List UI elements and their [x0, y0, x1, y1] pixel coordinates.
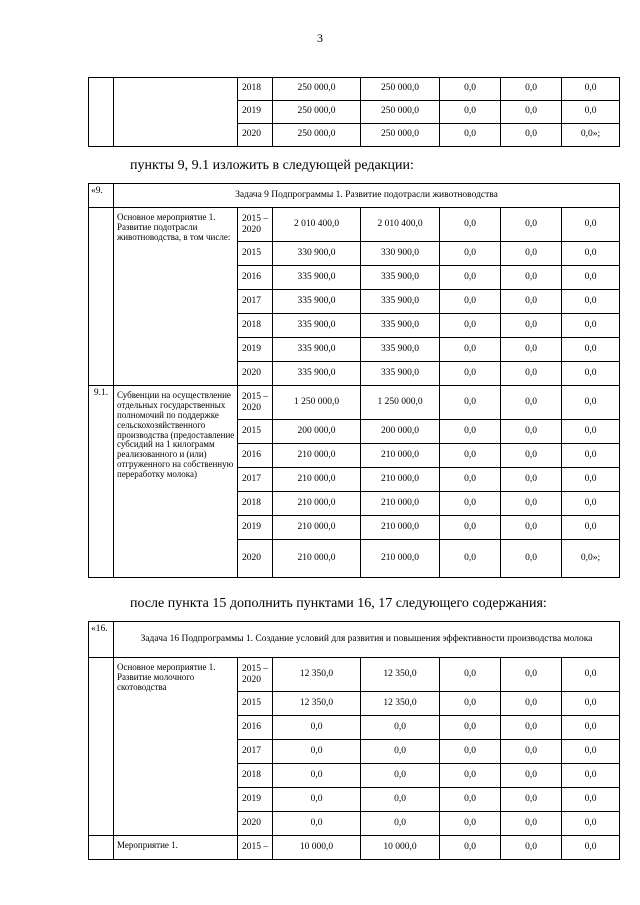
- total-cell: 0,0: [273, 764, 361, 788]
- total-cell: 200 000,0: [273, 420, 361, 444]
- value-cell: 200 000,0: [361, 420, 440, 444]
- total-cell: 335 900,0: [273, 290, 361, 314]
- value-cell: 0,0: [562, 492, 620, 516]
- task-heading: Задача 9 Подпрограммы 1. Развитие подотрасли животноводства: [114, 184, 620, 208]
- table-row: [89, 208, 620, 242]
- year-cell: 2018: [238, 78, 273, 101]
- value-cell: 335 900,0: [361, 290, 440, 314]
- value-cell: 0,0: [501, 492, 562, 516]
- value-cell: 0,0»;: [562, 124, 620, 147]
- table-continuation: [88, 77, 620, 147]
- value-cell: 0,0: [440, 420, 501, 444]
- year-cell: 2016: [238, 266, 273, 290]
- value-cell: 0,0: [501, 314, 562, 338]
- table-task-9: [88, 183, 620, 578]
- year-cell: 2020: [238, 362, 273, 386]
- value-cell: 0,0: [440, 692, 501, 716]
- value-cell: 0,0: [562, 338, 620, 362]
- value-cell: 0,0: [440, 468, 501, 492]
- table-task-16-body: [89, 622, 620, 860]
- value-cell: 335 900,0: [361, 338, 440, 362]
- number-cell: [89, 658, 114, 836]
- year-cell: 2016: [238, 444, 273, 468]
- year-cell: 2017: [238, 290, 273, 314]
- year-cell: 2020: [238, 812, 273, 836]
- value-cell: 0,0: [440, 764, 501, 788]
- value-cell: 0,0: [562, 420, 620, 444]
- value-cell: 0,0: [440, 386, 501, 420]
- total-cell: 0,0: [273, 716, 361, 740]
- value-cell: 335 900,0: [361, 266, 440, 290]
- total-cell: 335 900,0: [273, 266, 361, 290]
- value-cell: 335 900,0: [361, 362, 440, 386]
- total-cell: 250 000,0: [273, 78, 361, 101]
- total-cell: 12 350,0: [273, 692, 361, 716]
- value-cell: 0,0: [361, 788, 440, 812]
- total-cell: 250 000,0: [273, 101, 361, 124]
- value-cell: 0,0: [501, 658, 562, 692]
- table-task-9-body: [89, 184, 620, 578]
- table-heading-row: [89, 622, 620, 658]
- value-cell: 0,0: [562, 836, 620, 860]
- year-cell: 2017: [238, 740, 273, 764]
- value-cell: 0,0: [562, 314, 620, 338]
- value-cell: 0,0: [562, 716, 620, 740]
- value-cell: 0,0: [440, 812, 501, 836]
- value-cell: 0,0: [562, 290, 620, 314]
- total-cell: 2 010 400,0: [273, 208, 361, 242]
- table-heading-row: [89, 184, 620, 208]
- year-cell: 2017: [238, 468, 273, 492]
- total-cell: 1 250 000,0: [273, 386, 361, 420]
- value-cell: 0,0: [440, 492, 501, 516]
- value-cell: 0,0: [361, 764, 440, 788]
- value-cell: 0,0: [440, 314, 501, 338]
- value-cell: 0,0: [440, 516, 501, 540]
- value-cell: 0,0: [501, 266, 562, 290]
- year-cell: 2015: [238, 242, 273, 266]
- description-cell: Субвенции на осуществление отдельных государственных полномочий по поддержке сельскохозяйственного производства (предоставление субсидий на 1 килограмм реализованного и (или) отгруженного на собственную переработку молока): [114, 386, 238, 578]
- value-cell: 250 000,0: [361, 78, 440, 101]
- year-cell: 2015 – 2020: [238, 208, 273, 242]
- number-cell: [89, 78, 114, 147]
- value-cell: 0,0: [440, 836, 501, 860]
- year-cell: 2019: [238, 788, 273, 812]
- value-cell: 0,0: [440, 716, 501, 740]
- value-cell: 1 250 000,0: [361, 386, 440, 420]
- value-cell: 0,0: [562, 764, 620, 788]
- table-task-16: [88, 621, 620, 860]
- value-cell: 10 000,0: [361, 836, 440, 860]
- value-cell: 0,0: [501, 242, 562, 266]
- year-cell: 2016: [238, 716, 273, 740]
- value-cell: 0,0: [501, 468, 562, 492]
- value-cell: 0,0: [501, 812, 562, 836]
- total-cell: 330 900,0: [273, 242, 361, 266]
- value-cell: 0,0: [562, 242, 620, 266]
- year-cell: 2015: [238, 692, 273, 716]
- value-cell: 0,0: [562, 444, 620, 468]
- total-cell: 0,0: [273, 788, 361, 812]
- value-cell: 0,0: [440, 338, 501, 362]
- value-cell: 250 000,0: [361, 124, 440, 147]
- value-cell: 0,0: [501, 692, 562, 716]
- task-heading: Задача 16 Подпрограммы 1. Создание условий для развития и повышения эффективности производства молока: [114, 622, 620, 658]
- value-cell: 0,0: [501, 516, 562, 540]
- value-cell: 0,0: [501, 444, 562, 468]
- description-cell: Основное мероприятие 1. Развитие молочного скотоводства: [114, 658, 238, 836]
- value-cell: 0,0: [440, 362, 501, 386]
- description-cell: Мероприятие 1.: [114, 836, 238, 860]
- value-cell: 0,0: [501, 420, 562, 444]
- table-row: [89, 386, 620, 420]
- year-cell: 2015 –: [238, 836, 273, 860]
- value-cell: 210 000,0: [361, 492, 440, 516]
- year-cell: 2020: [238, 124, 273, 147]
- value-cell: 0,0: [440, 788, 501, 812]
- value-cell: 0,0: [501, 386, 562, 420]
- value-cell: 0,0: [562, 740, 620, 764]
- value-cell: 0,0: [562, 812, 620, 836]
- value-cell: 0,0: [501, 78, 562, 101]
- total-cell: 210 000,0: [273, 492, 361, 516]
- value-cell: 210 000,0: [361, 540, 440, 578]
- year-cell: 2015: [238, 420, 273, 444]
- value-cell: 0,0: [361, 740, 440, 764]
- value-cell: 12 350,0: [361, 658, 440, 692]
- year-cell: 2019: [238, 516, 273, 540]
- total-cell: 210 000,0: [273, 540, 361, 578]
- value-cell: 0,0»;: [562, 540, 620, 578]
- total-cell: 0,0: [273, 740, 361, 764]
- year-cell: 2015 – 2020: [238, 386, 273, 420]
- value-cell: 210 000,0: [361, 444, 440, 468]
- row-number: «16.: [89, 622, 114, 658]
- number-cell: 9.1.: [89, 386, 114, 578]
- value-cell: 0,0: [440, 208, 501, 242]
- value-cell: 0,0: [562, 692, 620, 716]
- value-cell: 0,0: [562, 101, 620, 124]
- value-cell: 0,0: [501, 740, 562, 764]
- value-cell: 0,0: [440, 444, 501, 468]
- value-cell: 0,0: [440, 124, 501, 147]
- value-cell: 2 010 400,0: [361, 208, 440, 242]
- value-cell: 0,0: [562, 516, 620, 540]
- table-row: [89, 836, 620, 860]
- value-cell: 0,0: [562, 266, 620, 290]
- year-cell: 2018: [238, 764, 273, 788]
- year-cell: 2019: [238, 101, 273, 124]
- value-cell: 0,0: [562, 362, 620, 386]
- total-cell: 335 900,0: [273, 338, 361, 362]
- total-cell: 210 000,0: [273, 444, 361, 468]
- value-cell: 0,0: [361, 716, 440, 740]
- number-cell: [89, 836, 114, 860]
- value-cell: 0,0: [501, 716, 562, 740]
- total-cell: 0,0: [273, 812, 361, 836]
- total-cell: 335 900,0: [273, 362, 361, 386]
- value-cell: 0,0: [501, 338, 562, 362]
- value-cell: 0,0: [562, 386, 620, 420]
- value-cell: 0,0: [501, 788, 562, 812]
- value-cell: 0,0: [501, 290, 562, 314]
- table-row: [89, 78, 620, 101]
- value-cell: 335 900,0: [361, 314, 440, 338]
- value-cell: 0,0: [361, 812, 440, 836]
- total-cell: 210 000,0: [273, 468, 361, 492]
- row-number: «9.: [89, 184, 114, 208]
- total-cell: 10 000,0: [273, 836, 361, 860]
- value-cell: 330 900,0: [361, 242, 440, 266]
- value-cell: 0,0: [501, 540, 562, 578]
- year-cell: 2018: [238, 492, 273, 516]
- value-cell: 250 000,0: [361, 101, 440, 124]
- value-cell: 0,0: [562, 788, 620, 812]
- year-cell: 2019: [238, 338, 273, 362]
- value-cell: 0,0: [501, 836, 562, 860]
- year-cell: 2015 – 2020: [238, 658, 273, 692]
- value-cell: 0,0: [440, 78, 501, 101]
- value-cell: 210 000,0: [361, 468, 440, 492]
- number-cell: [89, 208, 114, 386]
- value-cell: 12 350,0: [361, 692, 440, 716]
- value-cell: 0,0: [440, 540, 501, 578]
- value-cell: 0,0: [501, 764, 562, 788]
- value-cell: 0,0: [501, 101, 562, 124]
- value-cell: 0,0: [562, 208, 620, 242]
- value-cell: 0,0: [501, 362, 562, 386]
- value-cell: 0,0: [440, 740, 501, 764]
- total-cell: 12 350,0: [273, 658, 361, 692]
- table-continuation-body: [89, 78, 620, 147]
- instruction-paragraph-1: пункты 9, 9.1 изложить в следующей редакции:: [130, 158, 414, 173]
- value-cell: 0,0: [440, 101, 501, 124]
- value-cell: 0,0: [501, 208, 562, 242]
- description-cell: Основное мероприятие 1. Развитие подотрасли животноводства, в том числе:: [114, 208, 238, 386]
- value-cell: 210 000,0: [361, 516, 440, 540]
- table-row: [89, 658, 620, 692]
- value-cell: 0,0: [501, 124, 562, 147]
- value-cell: 0,0: [440, 290, 501, 314]
- total-cell: 210 000,0: [273, 516, 361, 540]
- year-cell: 2018: [238, 314, 273, 338]
- description-cell: [114, 78, 238, 147]
- value-cell: 0,0: [440, 658, 501, 692]
- value-cell: 0,0: [440, 242, 501, 266]
- year-cell: 2020: [238, 540, 273, 578]
- page-number: 3: [317, 31, 323, 45]
- value-cell: 0,0: [562, 658, 620, 692]
- total-cell: 250 000,0: [273, 124, 361, 147]
- total-cell: 335 900,0: [273, 314, 361, 338]
- value-cell: 0,0: [440, 266, 501, 290]
- value-cell: 0,0: [562, 78, 620, 101]
- value-cell: 0,0: [562, 468, 620, 492]
- instruction-paragraph-2: после пункта 15 дополнить пунктами 16, 17 следующего содержания:: [130, 596, 547, 611]
